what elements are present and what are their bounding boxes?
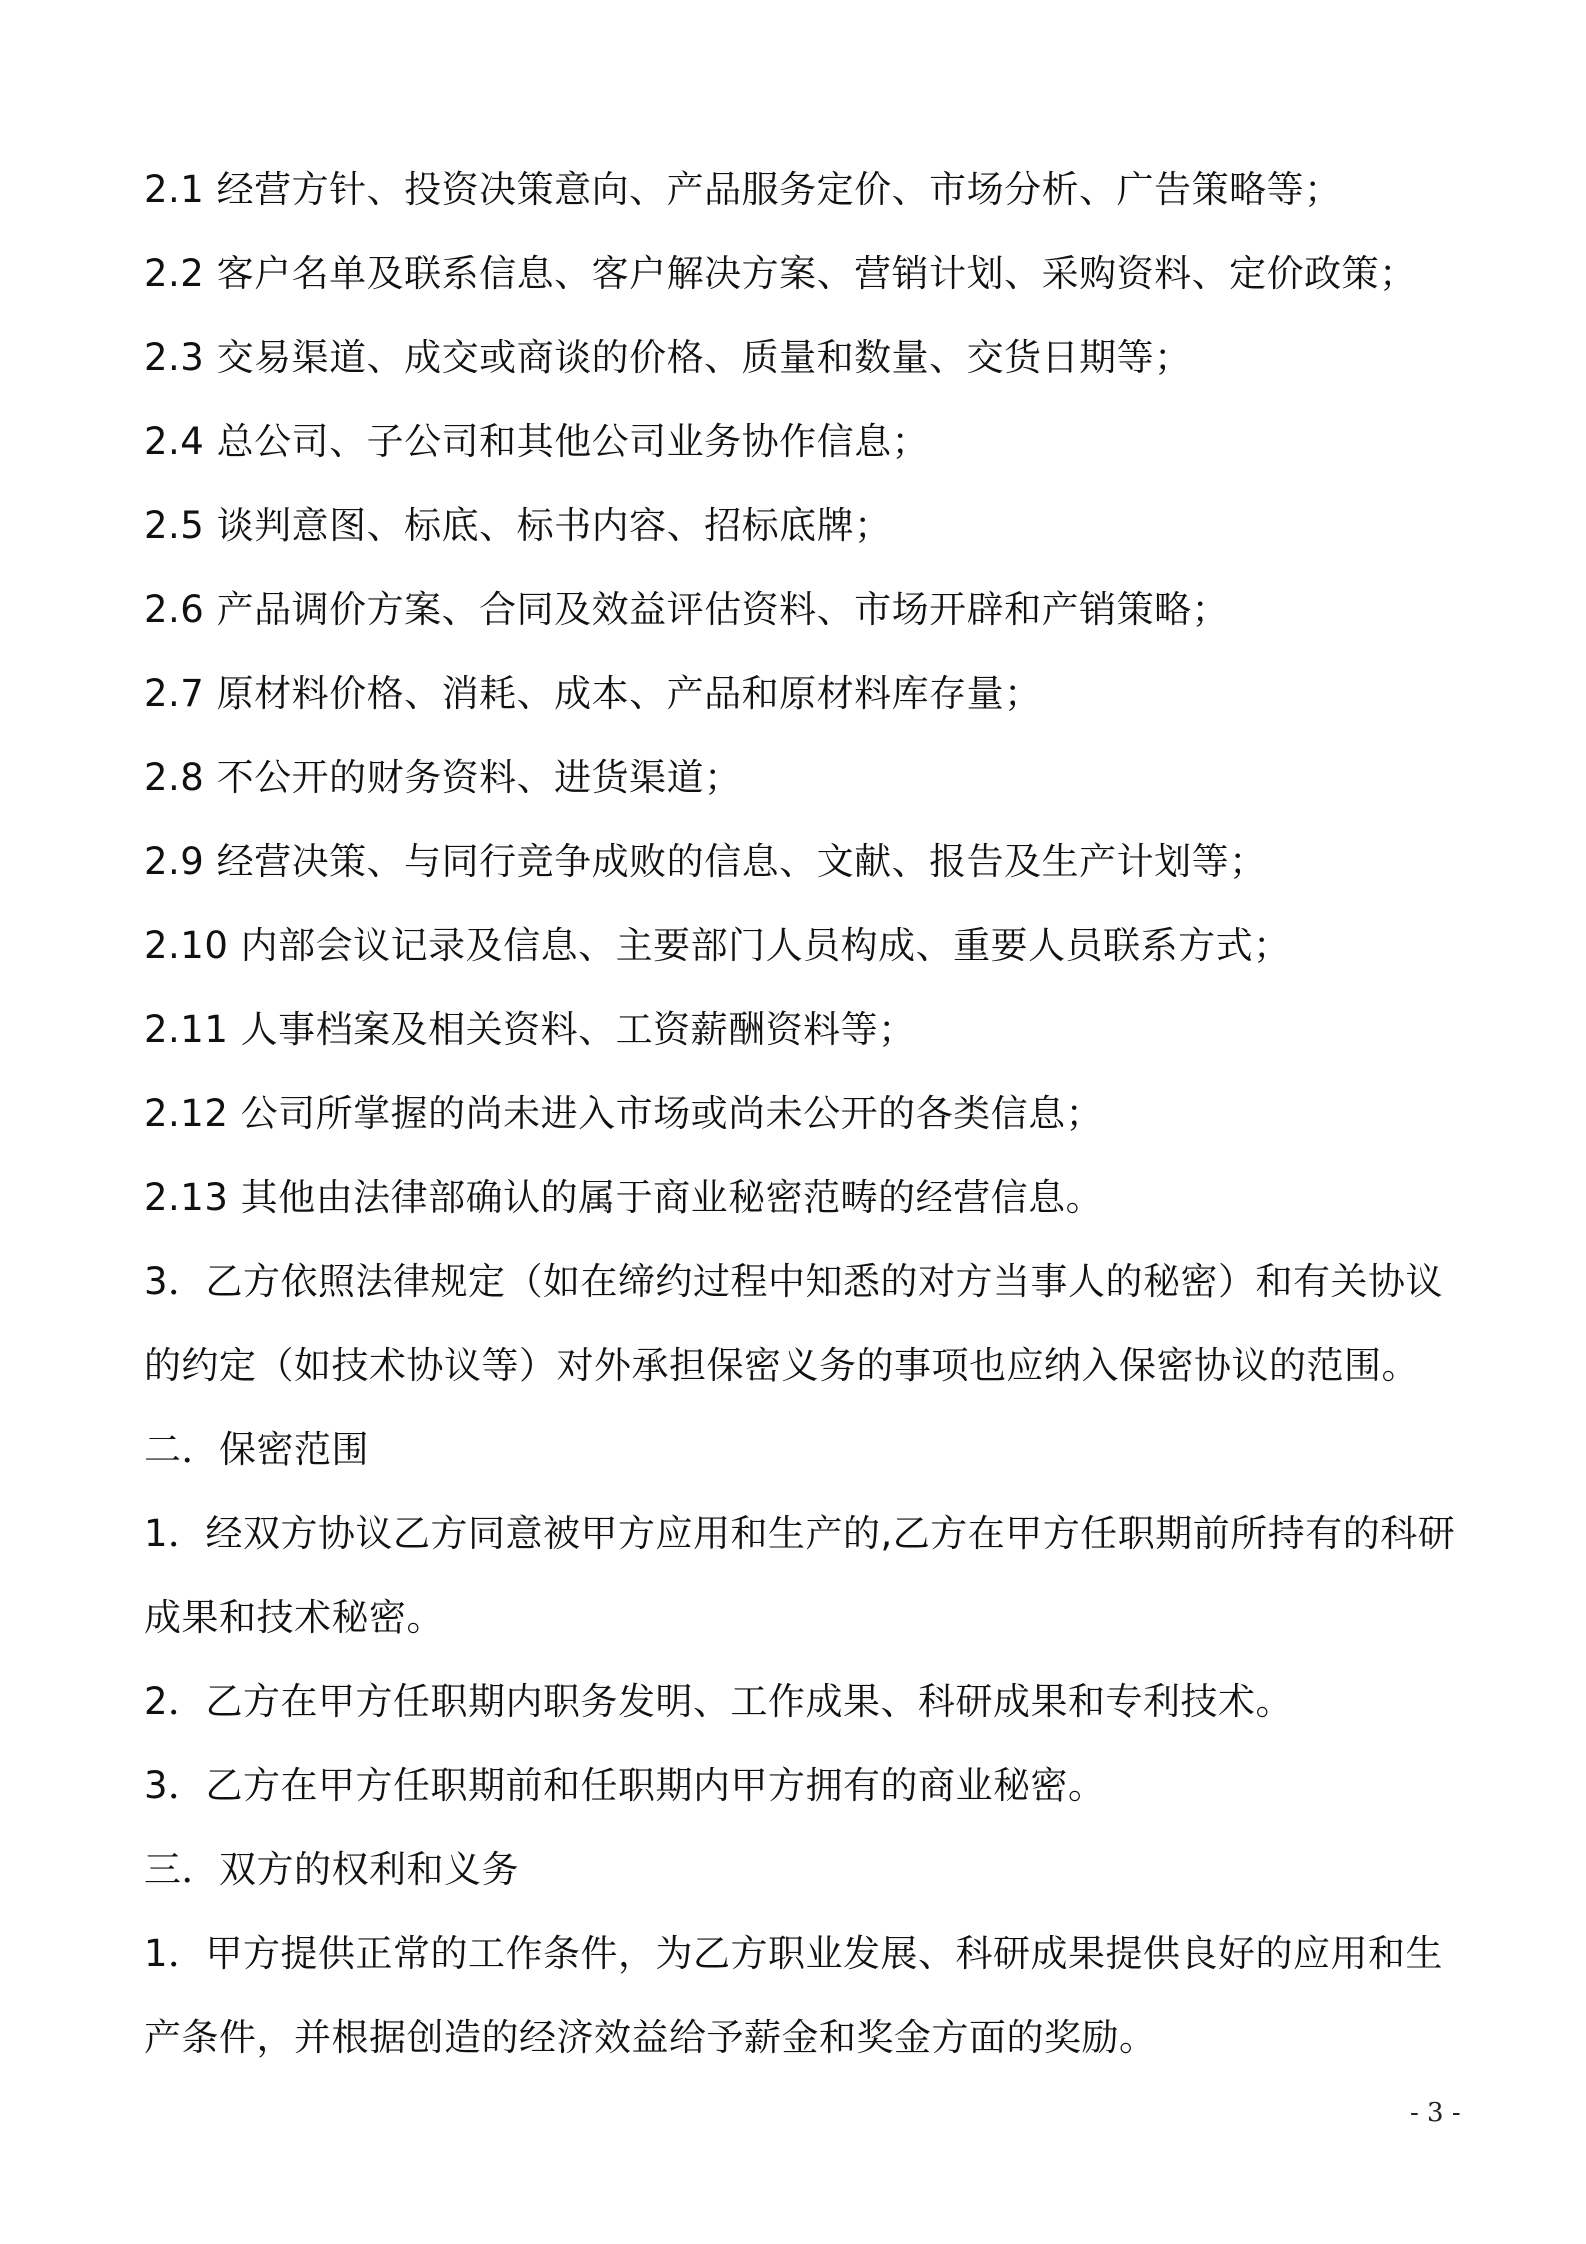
scope-item-1-line-2: 成果和技术秘密。	[144, 1596, 444, 1639]
clause-2-5: 2.5 谈判意图、标底、标书内容、招标底牌；	[144, 504, 892, 547]
document-body	[144, 148, 1464, 2080]
rights-item-1-line-1: 1．甲方提供正常的工作条件，为乙方职业发展、科研成果提供良好的应用和生	[144, 1932, 1444, 1975]
clause-2-4: 2.4 总公司、子公司和其他公司业务协作信息；	[144, 420, 930, 463]
scope-item-3: 3．乙方在甲方任职期前和任职期内甲方拥有的商业秘密。	[144, 1764, 1106, 1807]
scope-item-1-line-1: 1．经双方协议乙方同意被甲方应用和生产的,乙方在甲方任职期前所持有的科研	[144, 1512, 1456, 1555]
section-heading-rights: 三．双方的权利和义务	[144, 1848, 519, 1891]
page-number: - 3 -	[1410, 2098, 1461, 2128]
clause-3-line-2: 的约定（如技术协议等）对外承担保密义务的事项也应纳入保密协议的范围。	[144, 1344, 1419, 1387]
clause-2-12: 2.12 公司所掌握的尚未进入市场或尚未公开的各类信息；	[144, 1092, 1104, 1135]
clause-2-8: 2.8 不公开的财务资料、进货渠道；	[144, 756, 742, 799]
clause-2-13: 2.13 其他由法律部确认的属于商业秘密范畴的经营信息。	[144, 1176, 1104, 1219]
section-heading-scope: 二．保密范围	[144, 1428, 369, 1471]
clause-2-3: 2.3 交易渠道、成交或商谈的价格、质量和数量、交货日期等；	[144, 336, 1192, 379]
rights-item-1-line-2: 产条件，并根据创造的经济效益给予薪金和奖金方面的奖励。	[144, 2016, 1157, 2059]
clause-2-11: 2.11 人事档案及相关资料、工资薪酬资料等；	[144, 1008, 916, 1051]
clause-2-1: 2.1 经营方针、投资决策意向、产品服务定价、市场分析、广告策略等；	[144, 168, 1342, 211]
clause-2-7: 2.7 原材料价格、消耗、成本、产品和原材料库存量；	[144, 672, 1042, 715]
clause-2-10: 2.10 内部会议记录及信息、主要部门人员构成、重要人员联系方式；	[144, 924, 1291, 967]
clause-2-9: 2.9 经营决策、与同行竞争成败的信息、文献、报告及生产计划等；	[144, 840, 1267, 883]
clause-2-2: 2.2 客户名单及联系信息、客户解决方案、营销计划、采购资料、定价政策；	[144, 252, 1417, 295]
clause-3-line-1: 3．乙方依照法律规定（如在缔约过程中知悉的对方当事人的秘密）和有关协议	[144, 1260, 1444, 1303]
clause-2-6: 2.6 产品调价方案、合同及效益评估资料、市场开辟和产销策略；	[144, 588, 1230, 631]
scope-item-2: 2．乙方在甲方任职期内职务发明、工作成果、科研成果和专利技术。	[144, 1680, 1294, 1723]
